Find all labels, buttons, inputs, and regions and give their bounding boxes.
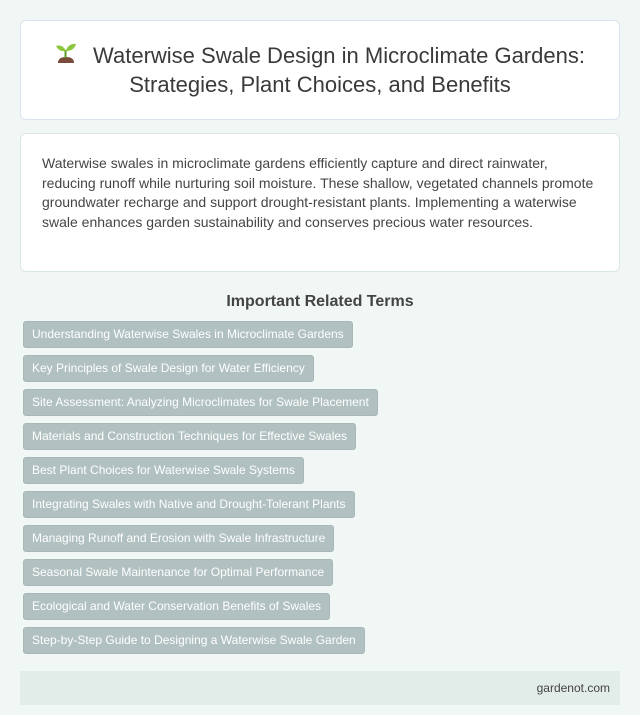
related-term-tag[interactable]: Managing Runoff and Erosion with Swale Infrastructure xyxy=(23,525,334,552)
related-terms-heading: Important Related Terms xyxy=(226,293,414,310)
page-title-text: Waterwise Swale Design in Microclimate Gardens: Strategies, Plant Choices, and Benefits xyxy=(93,43,585,97)
seedling-icon xyxy=(55,42,77,66)
related-term-tag[interactable]: Site Assessment: Analyzing Microclimates for Swale Placement xyxy=(23,389,378,416)
summary-text: Waterwise swales in microclimate gardens efficiently capture and direct rainwater, reducing runoff while nurturing soil moisture. These shallow, vegetated channels promote groundwater recharge and support drought-resistant plants. Implementing a waterwise swale enhances garden sustainability and conserves precious water resources. xyxy=(42,155,594,230)
related-term-tag[interactable]: Ecological and Water Conservation Benefits of Swales xyxy=(23,593,330,620)
related-term-tag[interactable]: Step-by-Step Guide to Designing a Waterwise Swale Garden xyxy=(23,627,365,654)
related-term-tag[interactable]: Best Plant Choices for Waterwise Swale Systems xyxy=(23,457,304,484)
related-term-tag[interactable]: Seasonal Swale Maintenance for Optimal Performance xyxy=(23,559,333,586)
related-terms-list xyxy=(20,321,620,654)
summary-card xyxy=(20,133,620,272)
footer xyxy=(20,671,620,705)
related-term-tag[interactable]: Understanding Waterwise Swales in Microclimate Gardens xyxy=(23,321,353,348)
related-term-tag[interactable]: Materials and Construction Techniques for Effective Swales xyxy=(23,423,356,450)
related-term-tag[interactable]: Integrating Swales with Native and Drought-Tolerant Plants xyxy=(23,491,355,518)
related-term-tag[interactable]: Key Principles of Swale Design for Water Efficiency xyxy=(23,355,314,382)
page-title xyxy=(51,41,589,99)
footer-site-link[interactable]: gardenot.com xyxy=(536,681,610,695)
header-card xyxy=(20,20,620,120)
